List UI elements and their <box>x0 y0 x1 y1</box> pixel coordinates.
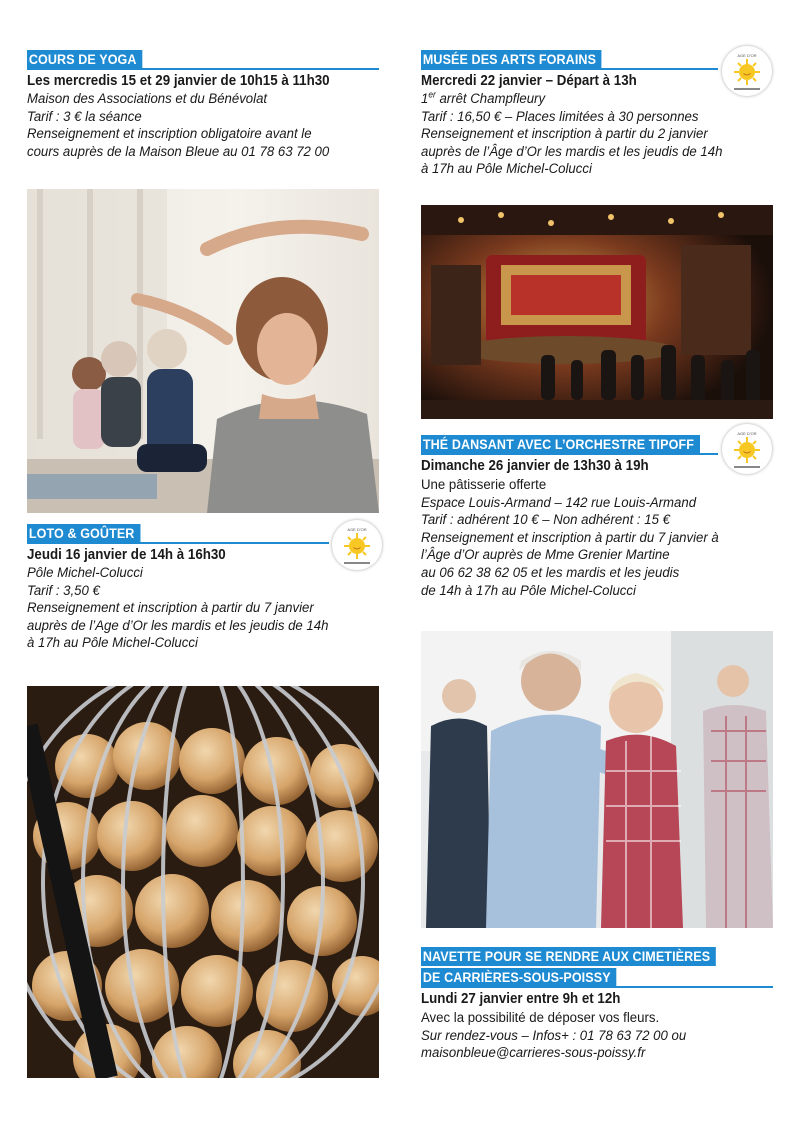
event-highlight: Avec la possibilité de déposer vos fleurs. <box>421 1010 660 1026</box>
section-title: LOTO & GOÛTER <box>27 524 140 543</box>
event-date: Dimanche 26 janvier de 13h30 à 19h <box>421 458 649 474</box>
event-info: auprès de l’Âge d’Or les mardis et les jeudis de 14h <box>421 143 723 160</box>
section-header <box>421 435 773 455</box>
event-departure <box>421 91 748 109</box>
sun-icon <box>733 436 761 464</box>
event-info: auprès de l’Age d’Or les mardis et les jeudis de 14h <box>27 617 329 634</box>
section-yoga <box>27 50 379 161</box>
section-title-line-1: NAVETTE POUR SE RENDRE AUX CIMETIÈRES <box>421 947 716 966</box>
section-the-dansant <box>421 435 773 600</box>
badge-label: AGE D'OR <box>737 430 757 436</box>
section-title: COURS DE YOGA <box>27 50 142 69</box>
event-contact: Sur rendez-vous – Infos+ : 01 78 63 72 00 ou <box>421 1027 687 1044</box>
header-rule <box>421 453 718 455</box>
badge-underline <box>344 562 370 564</box>
section-header <box>27 50 379 70</box>
event-info: Renseignement et inscription à partir du 2 janvier <box>421 126 708 143</box>
event-location: Espace Louis-Armand – 142 rue Louis-Armand <box>421 494 697 511</box>
event-info: cours auprès de la Maison Bleue au 01 78 63 72 00 <box>27 143 330 160</box>
section-header <box>421 50 773 70</box>
header-rule <box>421 986 773 988</box>
badge-label: AGE D'OR <box>347 526 367 532</box>
section-title: MUSÉE DES ARTS FORAINS <box>421 50 602 69</box>
section-loto <box>27 524 379 653</box>
event-date: Mercredi 22 janvier – Départ à 13h <box>421 73 637 89</box>
event-date: Les mercredis 15 et 29 janvier de 10h15 à 11h30 <box>27 73 330 89</box>
section-header <box>421 947 773 988</box>
header-rule <box>27 68 379 70</box>
header-rule <box>27 542 329 544</box>
sun-icon <box>733 58 761 86</box>
age-dor-logo <box>722 46 772 96</box>
event-info: Renseignement et inscription à partir du 7 janvier <box>27 600 314 617</box>
event-email: maisonbleue@carrieres-sous-poissy.fr <box>421 1045 646 1062</box>
sun-icon <box>343 532 371 560</box>
section-title-line-2: DE CARRIÈRES-SOUS-POISSY <box>421 968 616 987</box>
yoga-class-photo <box>27 189 379 513</box>
tea-dance-photo <box>421 631 773 928</box>
event-info: à 17h au Pôle Michel-Colucci <box>421 161 592 178</box>
event-info: de 14h à 17h au Pôle Michel-Colucci <box>421 582 636 599</box>
badge-underline <box>734 466 760 468</box>
section-header <box>27 524 379 544</box>
ordinal-number: 1 <box>421 91 429 107</box>
event-info: à 17h au Pôle Michel-Colucci <box>27 635 198 652</box>
badge-label: AGE D'OR <box>737 52 757 58</box>
header-rule <box>421 68 718 70</box>
ordinal-suffix: er <box>428 89 436 100</box>
badge-underline <box>734 88 760 90</box>
event-info: au 06 62 38 62 05 et les mardis et les jeudis <box>421 564 680 581</box>
age-dor-logo <box>332 520 382 570</box>
event-date: Lundi 27 janvier entre 9h et 12h <box>421 991 621 1007</box>
section-navette <box>421 947 773 1063</box>
event-price: Tarif : 3 € la séance <box>27 108 142 125</box>
event-info: Renseignement et inscription obligatoire avant le <box>27 126 312 143</box>
section-musee <box>421 50 773 179</box>
event-date: Jeudi 16 janvier de 14h à 16h30 <box>27 547 226 563</box>
section-title: THÉ DANSANT AVEC L’ORCHESTRE TIPOFF <box>421 435 700 454</box>
event-price: Tarif : 3,50 € <box>27 582 100 599</box>
event-info: l’Âge d’Or auprès de Mme Grenier Martine <box>421 547 670 564</box>
event-price: Tarif : 16,50 € – Places limitées à 30 personnes <box>421 108 699 125</box>
event-info: Renseignement et inscription à partir du 7 janvier à <box>421 529 719 546</box>
event-location: Pôle Michel-Colucci <box>27 565 143 581</box>
event-highlight: Une pâtisserie offerte <box>421 477 547 493</box>
event-price: Tarif : adhérent 10 € – Non adhérent : 15 € <box>421 512 670 529</box>
event-location: Maison des Associations et du Bénévolat <box>27 91 268 107</box>
fairground-museum-photo <box>421 205 773 419</box>
departure-place: arrêt Champfleury <box>435 91 546 107</box>
age-dor-logo <box>722 424 772 474</box>
bingo-cage-photo <box>27 686 379 1078</box>
